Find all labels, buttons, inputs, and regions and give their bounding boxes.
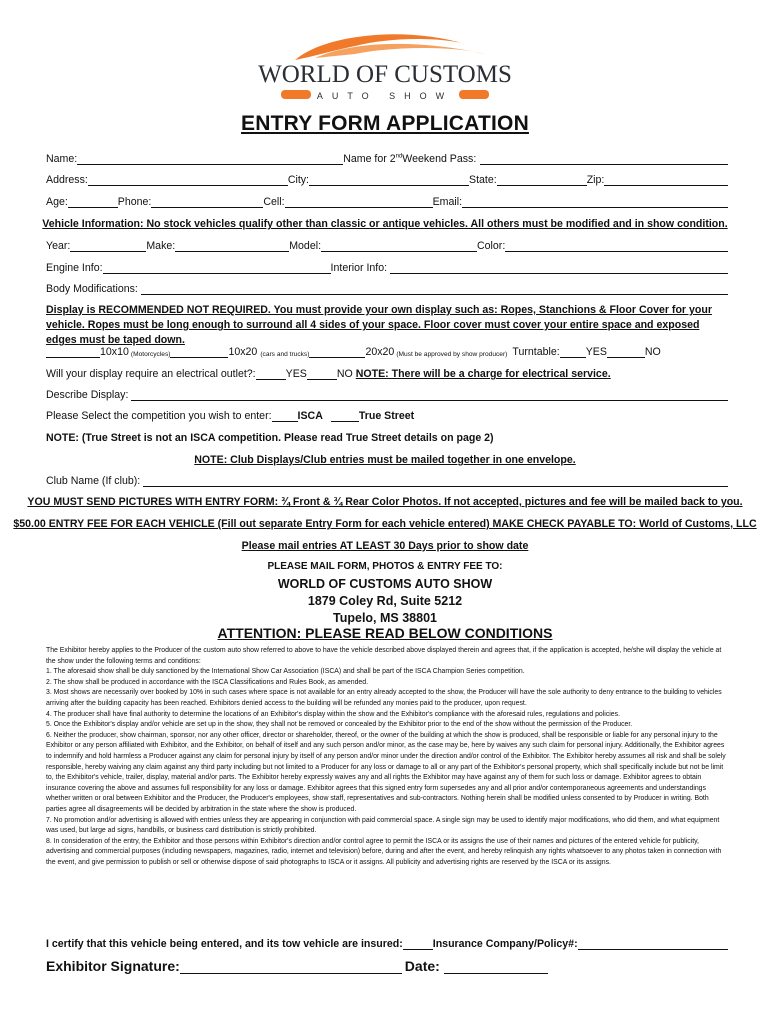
- make-field[interactable]: [175, 240, 289, 252]
- engine-label: Engine Info:: [46, 262, 103, 274]
- true-street-field[interactable]: [331, 410, 359, 422]
- terms-item: 1. The aforesaid show shall be duly sanctioned by the International Show Car Association (ISCA) and shall be part of the ISCA Champion Series competition.: [46, 668, 525, 676]
- size-20x20-field[interactable]: [309, 346, 365, 358]
- address-row: [46, 174, 728, 186]
- signature-row: [46, 958, 728, 974]
- exhibitor-signature-label: Exhibitor Signature:: [46, 958, 180, 974]
- turntable-yes-field[interactable]: [560, 346, 586, 358]
- describe-display-row: [46, 389, 728, 401]
- date-field[interactable]: [444, 958, 548, 974]
- age-row: [46, 196, 728, 208]
- state-label: State:: [469, 174, 497, 186]
- engine-field[interactable]: [103, 262, 331, 274]
- weekend-pass-label: Name for 2ndWeekend Pass:: [343, 153, 477, 165]
- electrical-yes-field[interactable]: [256, 368, 286, 380]
- size-10x20-label: 10x20: [228, 346, 258, 358]
- model-label: Model:: [289, 240, 322, 252]
- interior-field[interactable]: [390, 262, 728, 274]
- body-row: [46, 283, 728, 295]
- electrical-note: NOTE: There will be a charge for electrical service.: [355, 368, 611, 380]
- logo-flame-right-icon: [459, 90, 489, 99]
- size-20x20-label: 20x20: [365, 346, 395, 358]
- attention-heading: ATTENTION: PLEASE READ BELOW CONDITIONS: [217, 625, 553, 641]
- electrical-no-field[interactable]: [307, 368, 337, 380]
- city-label: City:: [287, 174, 309, 186]
- address-line-2: 1879 Coley Rd, Suite 5212: [307, 594, 463, 608]
- mail-header: PLEASE MAIL FORM, PHOTOS & ENTRY FEE TO:: [267, 561, 503, 572]
- terms-item: 4. The producer shall have final authority to determine the locations of an Exhibitor's display within the show and the Exhibitor's compliance with the aforesaid rules, regulations and policies.: [46, 710, 620, 718]
- make-label: Make:: [146, 240, 176, 252]
- size-10x10-note: (Motorcycles): [130, 351, 171, 358]
- space-size-row: [46, 346, 728, 358]
- insurance-row: [46, 938, 728, 950]
- size-10x20-field[interactable]: [170, 346, 228, 358]
- turntable-no-field[interactable]: [607, 346, 645, 358]
- electrical-row: [46, 368, 728, 380]
- vehicle-info-note: Vehicle Information: No stock vehicles qualify other than classic or antique vehicles. All others must be modified and in show condition.: [42, 218, 728, 230]
- name-field[interactable]: [77, 153, 343, 165]
- electrical-yes-label: YES: [285, 368, 307, 380]
- club-name-field[interactable]: [143, 475, 728, 487]
- body-field[interactable]: [141, 283, 728, 295]
- vehicle-row: [46, 240, 728, 252]
- state-field[interactable]: [497, 174, 587, 186]
- logo-subtitle-text: AUTO SHOW: [316, 91, 454, 101]
- cell-field[interactable]: [285, 196, 433, 208]
- age-label: Age:: [46, 196, 68, 208]
- size-10x20-note: (cars and trucks): [260, 351, 310, 358]
- terms-intro: The Exhibitor hereby applies to the Producer of the custom auto show referred to above to have the vehicle described above displayed therein and agrees that, if the application is accepted, he/she will display the vehicle at the show under the following terms and conditions:: [46, 647, 722, 665]
- year-label: Year:: [46, 240, 71, 252]
- form-title: ENTRY FORM APPLICATION: [241, 112, 529, 135]
- club-note: NOTE: Club Displays/Club entries must be mailed together in one envelope.: [194, 454, 576, 466]
- email-label: Email:: [432, 196, 463, 208]
- weekend-pass-field[interactable]: [480, 153, 728, 165]
- mail-deadline: Please mail entries AT LEAST 30 Days prior to show date: [241, 540, 529, 552]
- year-field[interactable]: [70, 240, 146, 252]
- turntable-yes-label: YES: [585, 346, 607, 358]
- interior-label: Interior Info:: [330, 262, 388, 274]
- insurance-certify-label: I certify that this vehicle being entered, and its tow vehicle are insured:: [46, 938, 403, 950]
- date-label: Date:: [404, 958, 440, 974]
- isca-label: ISCA: [297, 410, 323, 422]
- competition-question: Please Select the competition you wish to enter:: [46, 410, 272, 422]
- color-field[interactable]: [505, 240, 728, 252]
- electrical-no-label: NO: [336, 368, 353, 380]
- describe-display-label: Describe Display:: [46, 389, 129, 401]
- terms-conditions: [46, 646, 728, 868]
- club-name-row: [46, 475, 728, 487]
- email-field[interactable]: [462, 196, 728, 208]
- address-line-3: Tupelo, MS 38801: [333, 611, 437, 625]
- address-label: Address:: [46, 174, 88, 186]
- insurance-company-field[interactable]: [578, 938, 728, 950]
- exhibitor-signature-field[interactable]: [180, 958, 402, 974]
- isca-field[interactable]: [272, 410, 298, 422]
- terms-item: 5. Once the Exhibitor's display and/or vehicle are set up in the show, they shall not be removed or concealed by the Exhibitor prior to the end of the show without the permission of the Producer.: [46, 721, 633, 729]
- size-20x20-note: (Must be approved by show producer): [396, 351, 508, 358]
- electrical-question: Will your display require an electrical outlet?:: [46, 368, 256, 380]
- address-line-1: WORLD OF CUSTOMS AUTO SHOW: [277, 577, 493, 591]
- zip-label: Zip:: [586, 174, 605, 186]
- insurance-company-label: Insurance Company/Policy#:: [432, 938, 578, 950]
- model-field[interactable]: [321, 240, 477, 252]
- fee-note: $50.00 ENTRY FEE FOR EACH VEHICLE (Fill out separate Entry Form for each vehicle entered) MAKE CHECK PAYABLE TO: World of Customs, LLC: [13, 518, 757, 530]
- competition-row: [46, 410, 728, 422]
- name-row: [46, 153, 728, 165]
- logo-flame-left-icon: [281, 90, 311, 99]
- describe-display-field[interactable]: [131, 389, 728, 401]
- true-street-note: NOTE: (True Street is not an ISCA competition. Please read True Street details on page 2): [46, 432, 494, 444]
- age-field[interactable]: [68, 196, 118, 208]
- terms-item: 8. In consideration of the entry, the Exhibitor and those persons within Exhibitor's direction and/or control agree to permit the ISCA or its assigns the use of their names and pictures of the entered vehicle for publicity, advertising and commercial purposes (including newspapers, magazines, radio, internet and television) before, during and after the event, and hereby relinquish any rights whatsoever to any photos taken in connection with the event, and give permission to publish or sell or otherwise dispose of said photographs to ISCA or it assigns. All publicity and advertising rights are reserved by the ISCA or its assigns.: [46, 837, 722, 866]
- terms-item: 2. The show shall be produced in accordance with the ISCA Classifications and Rules Book, as amended.: [46, 678, 369, 686]
- terms-item: 6. Neither the producer, show chairman, sponsor, nor any other officer, director or shareholder, thereof, or the owner of the building at which the show is produced, shall be responsible or liable for any personal injury to the Exhibitor or any person affiliated with Exhibitor, and the Exhibitor, on behalf of itself and any such person and/or minor, as the case may be, here by waives any such claim for personal injury. Additionally, the Exhibitor agrees to indemnify and hold harmless a Producer against any claim for personal injury by itself of any person and/or minor under the direction and/or control of the Exhibitor. The Exhibitor hereby assumes all risk and shall be solely responsible, hereby waiving any claim against any third party including but not limited to a Producer for any loss or damage to all or any part of the Exhibitor's personal property, which shall specifically include but not be limit to, the Exhibitor's vehicle, trailer, display, material and/or parts. The Exhibitor hereby expressly waives any and all rights the Exhibitor may have against any of them for such loss or damage. Exhibitor agrees to obtain insurance covering the above and assumes full responsibility for any loss or damage. Exhibitor agrees that this signed entry form supersedes any and all prior and/or contemporaneous agreements and understandings whether written or oral between Exhibitor and the Producer, the Producer's employees, show staff, representatives and sub-contractors. Nothing herein shall be modified unless consented to by Producer in writing. Both parties agree all disagreements will be decided by arbitration in the state where the show is produced.: [46, 731, 726, 813]
- phone-label: Phone:: [117, 196, 152, 208]
- name-label: Name:: [46, 153, 78, 165]
- size-10x10-field[interactable]: [46, 346, 100, 358]
- world-of-customs-logo: [255, 20, 515, 112]
- terms-item: 7. No promotion and/or advertising is allowed with entries unless they are appearing in conjunction with paid commercial space. A single sign may be used to identify major modifications, who did them, and what equipment was used, but large ad signs, handbills, or business card distribution is strictly prohibited.: [46, 816, 720, 835]
- terms-item: 3. Most shows are necessarily over booked by 10% in such cases where space is not available for an entry already accepted to the show, the Producer will have the sole authority to deny entrance to the building to vehicles arriving after the building capacity has been reached. Exhibitors denied access to the building will be refunded any monies paid to the producer, upon request.: [46, 689, 722, 707]
- phone-field[interactable]: [151, 196, 263, 208]
- city-field[interactable]: [309, 174, 469, 186]
- body-label: Body Modifications:: [46, 283, 138, 295]
- insurance-yes-field[interactable]: [403, 938, 433, 950]
- color-label: Color:: [477, 240, 506, 252]
- cell-label: Cell:: [263, 196, 285, 208]
- turntable-label: Turntable:: [512, 346, 560, 358]
- engine-row: [46, 262, 728, 274]
- true-street-label: True Street: [358, 410, 415, 422]
- pictures-note: YOU MUST SEND PICTURES WITH ENTRY FORM: ¾ Front & ¾ Rear Color Photos. If not accepted, pictures and fee will be mailed back to you.: [27, 496, 743, 508]
- address-field[interactable]: [88, 174, 288, 186]
- club-name-label: Club Name (If club):: [46, 475, 141, 487]
- display-note: Display is RECOMMENDED NOT REQUIRED. You must provide your own display such as: Ropes, Stanchions & Floor Cover for your vehicle. Ropes must be long enough to surround all 4 sides of your space. Floor cover must cover your entire space and exposed edges must be taped down.: [46, 304, 712, 346]
- logo-title-text: WORLD OF CUSTOMS: [258, 61, 512, 88]
- turntable-no-label: NO: [644, 346, 661, 358]
- size-10x10-label: 10x10: [100, 346, 129, 358]
- zip-field[interactable]: [604, 174, 728, 186]
